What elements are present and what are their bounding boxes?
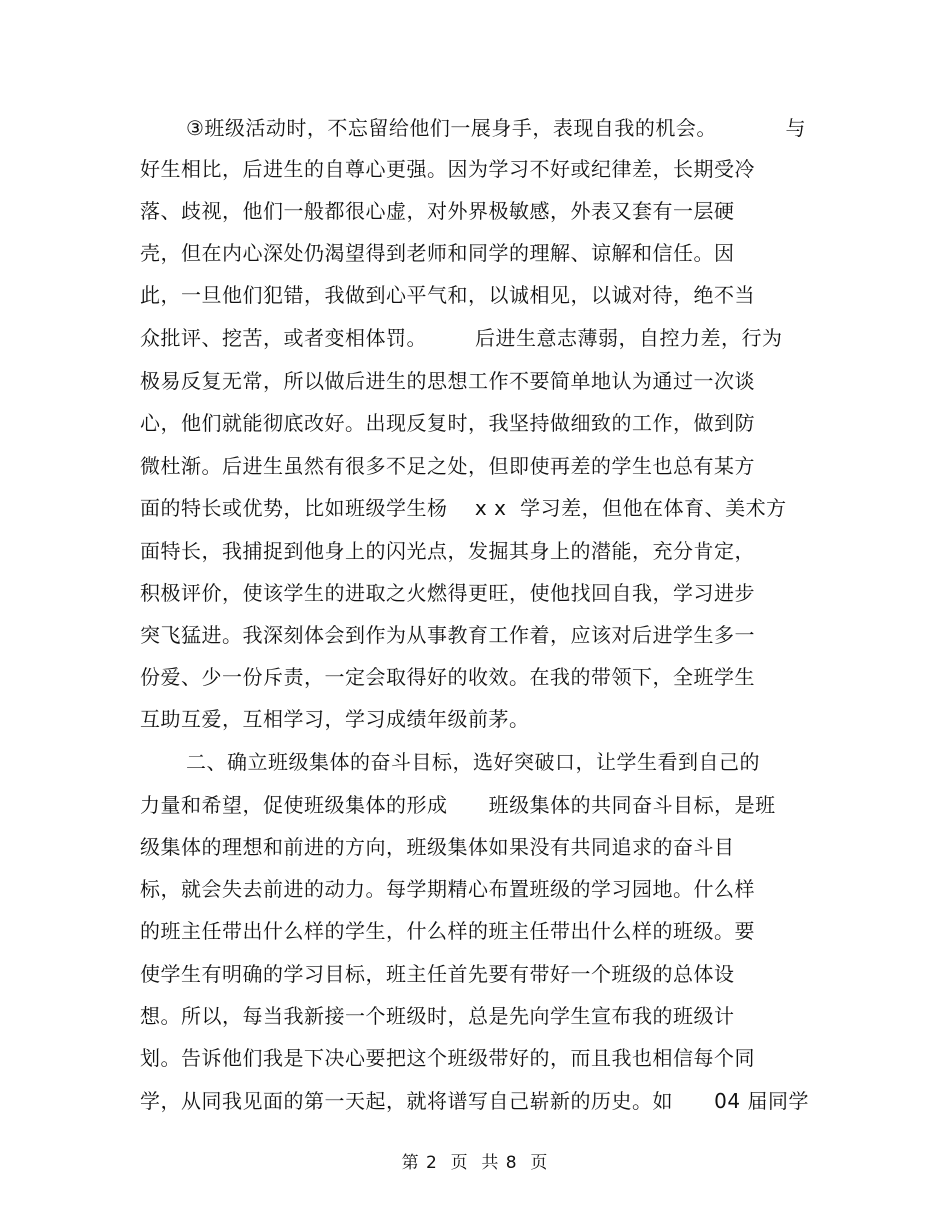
text-line: 突飞猛进。我深刻体会到作为从事教育工作着，应该对后进学生多一: [140, 623, 755, 647]
text-line: 互助互爱，互相学习，学习成绩年级前茅。: [140, 707, 530, 731]
text-line: 的班主任带出什么样的学生，什么样的班主任带出什么样的班级。要: [140, 919, 755, 943]
text-line: 级集体的理想和前进的方向，班级集体如果没有共同追求的奋斗目: [140, 835, 735, 859]
text-line: 标，就会失去前进的动力。每学期精心布置班级的学习园地。什么样: [140, 877, 755, 901]
text-line: 极易反复无常，所以做后进生的思想工作不要简单地认为通过一次谈: [140, 369, 755, 393]
text-line: 使学生有明确的学习目标，班主任首先要有带好一个班级的总体设: [140, 962, 735, 986]
text-line: 落、歧视，他们一般都很心虚，对外界极敏感，外表又套有一层硬: [140, 199, 735, 223]
text-line: 好生相比，后进生的自尊心更强。因为学习不好或纪律差，长期受冷: [140, 157, 755, 181]
page-number: 第 2 页 共 8 页: [401, 1153, 549, 1173]
text-line: 力量和希望，促使班级集体的形成 班级集体的共同奋斗目标，是班: [140, 793, 776, 817]
text-line: 心，他们就能彻底改好。出现反复时，我坚持做细致的工作，做到防: [140, 411, 755, 435]
text-line: 划。告诉他们我是下决心要把这个班级带好的，而且我也相信每个同: [140, 1046, 755, 1070]
text-line: 积极评价，使该学生的进取之火燃得更旺，使他找回自我，学习进步: [140, 581, 755, 605]
text-line: 此，一旦他们犯错，我做到心平气和，以诚相见，以诚对待，绝不当: [140, 283, 755, 307]
text-line: 壳，但在内心深处仍渴望得到老师和同学的理解、谅解和信任。因: [140, 241, 735, 265]
text-line: 想。所以，每当我新接一个班级时，总是先向学生宣布我的班级计: [140, 1004, 735, 1028]
text-line: 份爱、少一份斥责，一定会取得好的收效。在我的带领下，全班学生: [140, 665, 755, 689]
text-line: 微杜渐。后进生虽然有很多不足之处，但即使再差的学生也总有某方: [140, 454, 755, 478]
text-line: 面的特长或优势，比如班级学生杨 x x 学习差，但他在体育、美术方: [140, 496, 787, 520]
text-line: ③班级活动时，不忘留给他们一展身手，表现自我的机会。 与: [186, 116, 807, 140]
text-line: 二、确立班级集体的奋斗目标，选好突破口，让学生看到自己的: [186, 750, 760, 774]
text-line: 众批评、挖苦，或者变相体罚。 后进生意志薄弱，自控力差，行为: [140, 326, 783, 350]
text-line: 学，从同我见面的第一天起，就将谱写自己崭新的历史。如 04 届同学: [140, 1089, 809, 1113]
text-line: 面特长，我捕捉到他身上的闪光点，发掘其身上的潜能，充分肯定，: [140, 539, 755, 563]
